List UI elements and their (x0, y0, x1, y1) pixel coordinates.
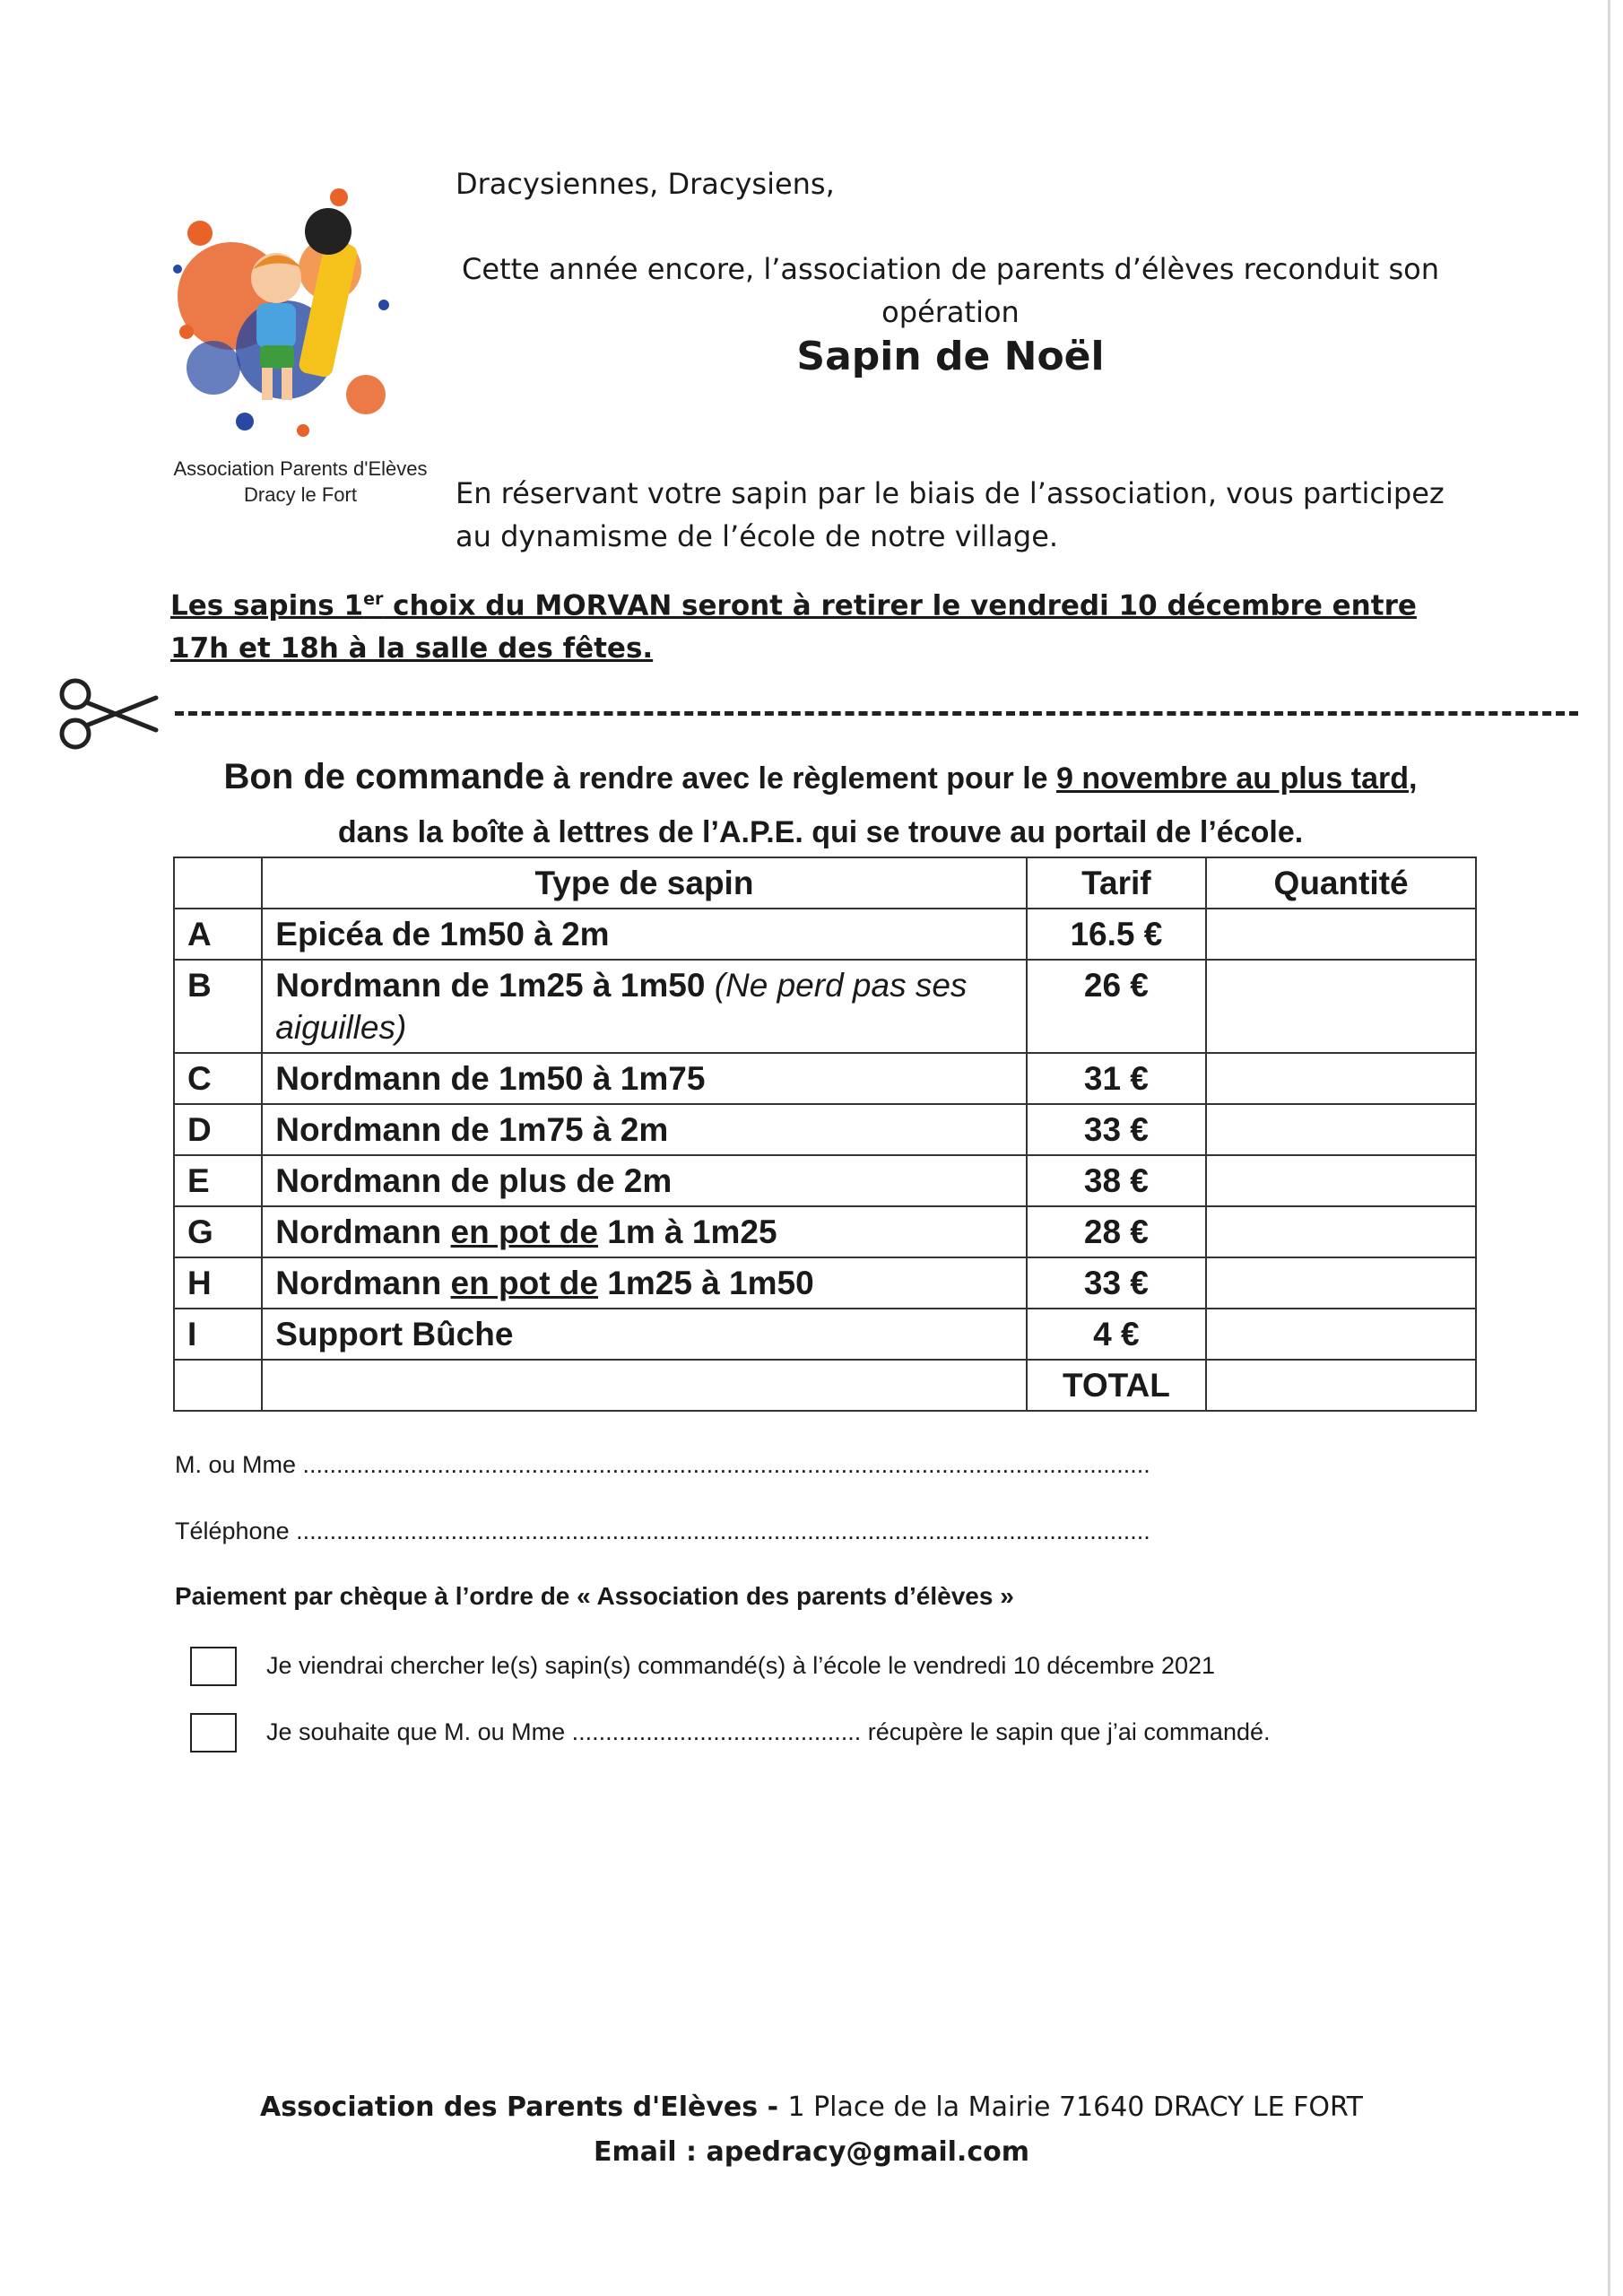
quantity-input-cell[interactable] (1206, 1053, 1476, 1104)
row-letter: I (174, 1309, 262, 1360)
order-heading-title: Bon de commande (223, 757, 545, 796)
pickup-other-checkbox[interactable] (190, 1713, 237, 1752)
footer-email[interactable]: apedracy@gmail.com (706, 2136, 1029, 2168)
table-row (174, 960, 1476, 1053)
header-type: Type de sapin (262, 857, 1026, 909)
row-type-post: 1m25 à 1m50 (598, 1265, 814, 1301)
row-type: Nordmann de plus de 2m (262, 1155, 1026, 1206)
total-empty-letter (174, 1360, 262, 1411)
cut-line (175, 711, 1578, 716)
pickup-other-label: Je souhaite que M. ou Mme ........................................... récupère le sapin que j’ai commandé. (266, 1718, 1271, 1745)
logo-caption (170, 456, 430, 508)
row-price: 33 € (1027, 1104, 1207, 1155)
total-input-cell[interactable] (1206, 1360, 1476, 1411)
quantity-input-cell[interactable] (1206, 909, 1476, 960)
row-letter: D (174, 1104, 262, 1155)
table-row (174, 1053, 1476, 1104)
page-edge-shadow (1608, 0, 1610, 2296)
intro-text: Cette année encore, l’association de parents d’élèves reconduit son opération (462, 252, 1439, 329)
pickup-notice (170, 578, 1471, 670)
footer-email-line (0, 2136, 1623, 2168)
pickup-self-label: Je viendrai chercher le(s) sapin(s) commandé(s) à l’école le vendredi 10 décembre 2021 (266, 1652, 1216, 1679)
name-field[interactable]: M. ou Mme .............................................................................................................................. (175, 1451, 1150, 1478)
quantity-input-cell[interactable] (1206, 1155, 1476, 1206)
footer-address (0, 2092, 1623, 2123)
table-row (174, 909, 1476, 960)
footer-separator: - (758, 2092, 788, 2123)
quantity-input-cell[interactable] (1206, 1309, 1476, 1360)
row-type-pre: Nordmann (275, 1265, 451, 1301)
row-price: 38 € (1027, 1155, 1207, 1206)
row-price: 16.5 € (1027, 909, 1207, 960)
row-price: 33 € (1027, 1257, 1207, 1309)
total-empty-type (262, 1360, 1026, 1411)
pickup-text-end: choix du MORVAN seront à retirer le vendredi 10 décembre entre 17h et 18h à la salle des fêtes. (170, 589, 1417, 665)
table-row (174, 1104, 1476, 1155)
table-row (174, 1257, 1476, 1309)
total-row (174, 1360, 1476, 1411)
row-type: Support Bûche (262, 1309, 1026, 1360)
row-type-underlined: en pot de (450, 1265, 598, 1301)
footer-address-text: 1 Place de la Mairie 71640 DRACY LE FORT (787, 2092, 1363, 2123)
row-price: 26 € (1027, 960, 1207, 1053)
row-letter: C (174, 1053, 262, 1104)
greeting: Dracysiennes, Dracysiens, (456, 167, 835, 201)
header-price: Tarif (1027, 857, 1207, 909)
ape-logo (160, 161, 429, 466)
row-type (262, 1206, 1026, 1257)
participation-text: En réservant votre sapin par le biais de l’association, vous participez au dynamisme de l’école de notre village. (456, 476, 1445, 553)
table-row (174, 1206, 1476, 1257)
row-type: Nordmann de 1m75 à 2m (262, 1104, 1026, 1155)
row-type-pre: Nordmann (275, 1213, 451, 1250)
pickup-text-start: Les sapins 1 (170, 589, 364, 622)
payment-instructions: Paiement par chèque à l’ordre de « Association des parents d’élèves » (175, 1582, 1014, 1610)
order-table (173, 857, 1477, 1412)
pickup-superscript: er (363, 589, 384, 609)
row-type: Nordmann de 1m50 à 1m75 (262, 1053, 1026, 1104)
total-label: TOTAL (1027, 1360, 1207, 1411)
row-letter: H (174, 1257, 262, 1309)
order-heading-comma: , (1409, 761, 1418, 796)
row-letter: E (174, 1155, 262, 1206)
row-type-post: 1m à 1m25 (598, 1213, 777, 1250)
table-header-row (174, 857, 1476, 909)
order-heading (170, 750, 1471, 859)
phone-field[interactable]: Téléphone ............................................................................................................................... (175, 1518, 1150, 1544)
row-type (262, 1257, 1026, 1309)
row-letter: G (174, 1206, 262, 1257)
row-letter: B (174, 960, 262, 1053)
order-heading-line2: dans la boîte à lettres de l’A.P.E. qui se trouve au portail de l’école. (337, 815, 1304, 849)
logo-caption-line2: Dracy le Fort (244, 483, 357, 506)
row-type: Epicéa de 1m50 à 2m (262, 909, 1026, 960)
row-type-note: (Ne perd pas ses aiguilles) (275, 967, 968, 1046)
quantity-input-cell[interactable] (1206, 1104, 1476, 1155)
order-heading-line1 (170, 750, 1471, 805)
order-heading-text: à rendre avec le règlement pour le (544, 761, 1057, 796)
footer-org: Association des Parents d'Elèves (260, 2092, 759, 2123)
quantity-input-cell[interactable] (1206, 960, 1476, 1053)
row-price: 28 € (1027, 1206, 1207, 1257)
order-deadline: 9 novembre au plus tard (1056, 761, 1410, 796)
row-type-text: Nordmann de 1m25 à 1m50 (275, 967, 715, 1004)
quantity-input-cell[interactable] (1206, 1206, 1476, 1257)
row-type (262, 960, 1026, 1053)
table-row (174, 1155, 1476, 1206)
pickup-self-checkbox[interactable] (190, 1647, 237, 1686)
quantity-input-cell[interactable] (1206, 1257, 1476, 1309)
header-letter (174, 857, 262, 909)
row-price: 31 € (1027, 1053, 1207, 1104)
row-type-underlined: en pot de (450, 1213, 598, 1250)
footer-email-label: Email : (594, 2136, 707, 2168)
table-row (174, 1309, 1476, 1360)
header-quantity: Quantité (1206, 857, 1476, 909)
row-letter: A (174, 909, 262, 960)
row-price: 4 € (1027, 1309, 1207, 1360)
page-title: Sapin de Noël (796, 334, 1105, 379)
logo-caption-line1: Association Parents d'Elèves (173, 457, 428, 480)
scissors-icon (56, 674, 163, 755)
